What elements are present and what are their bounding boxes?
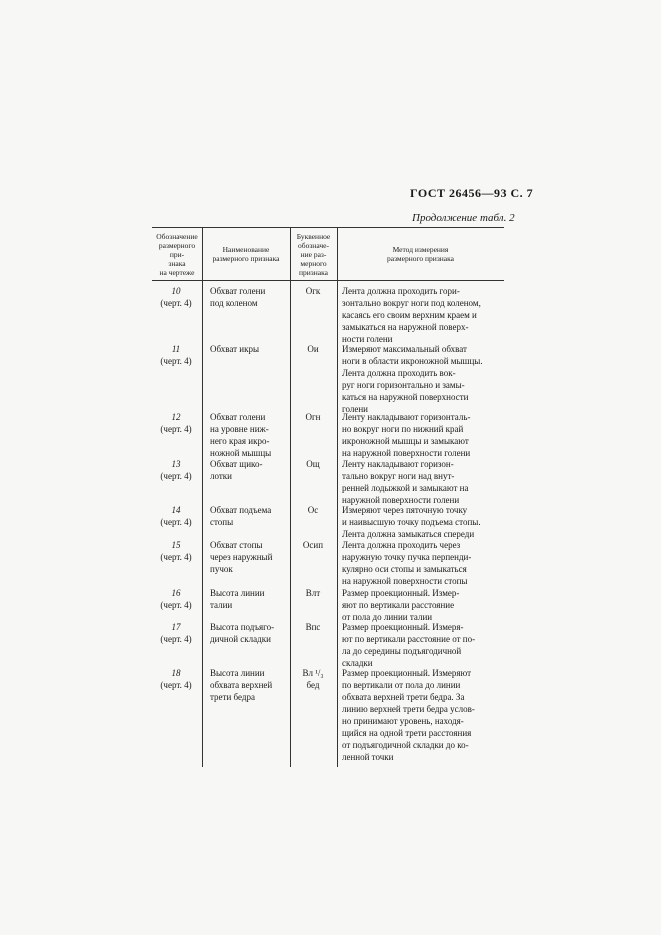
row-name: Обхват голени на уровне ниж- него края икро- ножной мышцы — [210, 412, 272, 458]
row-number: 16 — [171, 588, 181, 598]
row-method: Размер проекционный. Измер- яют по вертикали расстояние от пола до линии талии — [342, 588, 460, 622]
row-number: 15 — [171, 540, 181, 550]
row-drawing-ref: (черт. 4) — [160, 634, 192, 644]
row-code: Огк — [305, 286, 321, 296]
row-number: 12 — [171, 412, 181, 422]
row-drawing-ref: (черт. 4) — [160, 600, 192, 610]
row-name: Обхват стопы через наружный пучок — [210, 540, 273, 574]
row-name: Обхват подъема стопы — [210, 505, 272, 527]
row-code: Впс — [305, 622, 321, 632]
row-code: Влт — [305, 588, 321, 598]
table-header — [152, 227, 504, 281]
row-method: Размер проекционный. Измеряют по вертикали от пола до линии обхвата верхней трети бедра. За линию верхней трети бедра услов- но принимают уровень, находя- щийся на одной трети расстояния от подъягодичной складки до ко- ленной точки — [342, 668, 475, 762]
row-name: Обхват щико- лотки — [210, 459, 263, 481]
row-code: Ос — [307, 505, 319, 515]
standard-header: ГОСТ 26456—93 С. 7 — [410, 186, 534, 200]
row-drawing-ref: (черт. 4) — [160, 517, 192, 527]
row-drawing-ref: (черт. 4) — [160, 424, 192, 434]
column-header-name: Наименование размерного признака — [212, 245, 280, 263]
measurement-table — [152, 227, 504, 762]
row-drawing-ref: (черт. 4) — [160, 356, 192, 366]
table-vline-1 — [202, 227, 203, 767]
row-number: 10 — [171, 286, 181, 296]
row-name: Высота линии обхвата верхней трети бедра — [210, 668, 273, 702]
row-method: Лента должна проходить через наружную точку пучка перпенди- кулярно оси стопы и замыкаться на наружной поверхности стопы — [342, 540, 472, 586]
row-number: 11 — [171, 344, 181, 354]
row-code: Вл ¹/₃ бед — [302, 668, 324, 690]
row-method: Ленту накладывают горизон- тально вокруг ноги над внут- ренней лодыжкой и замыкают на наружной поверхности голени — [342, 459, 469, 505]
column-header-method: Метод измерения размерного признака — [387, 245, 454, 263]
row-method: Измеряют через пяточную точку и наивысшую точку подъема стопы. Лента должна замыкаться спереди — [342, 505, 481, 539]
row-name: Высота линии талии — [210, 588, 265, 610]
table-vline-3 — [337, 227, 338, 767]
row-code: Ои — [307, 344, 319, 354]
row-name: Обхват икры — [210, 344, 260, 354]
row-method: Ленту накладывают горизонталь- но вокруг ноги по нижний край икроножной мышцы и замыкают на наружной поверхности голени — [342, 412, 471, 458]
continuation-label: Продолжение табл. 2 — [412, 212, 515, 224]
row-number: 14 — [171, 505, 181, 515]
row-number: 17 — [171, 622, 181, 632]
row-method: Измеряют максимальный обхват ноги в области икроножной мышцы. Лента должна проходить вок- руг ноги горизонтально и замы- каться на наружной поверхности голени — [342, 344, 483, 414]
row-code: Ощ — [306, 459, 320, 469]
row-method: Размер проекционный. Измеря- ют по вертикали расстояние от по- ла до середины подъягодичной складки — [342, 622, 476, 668]
row-name: Обхват голени под коленом — [210, 286, 266, 308]
row-drawing-ref: (черт. 4) — [160, 298, 192, 308]
row-drawing-ref: (черт. 4) — [160, 471, 192, 481]
row-number: 13 — [171, 459, 181, 469]
row-number: 18 — [171, 668, 181, 678]
row-name: Высота подъяго- дичной складки — [210, 622, 275, 644]
row-code: Огн — [305, 412, 321, 422]
row-drawing-ref: (черт. 4) — [160, 552, 192, 562]
column-header-code: Буквенное обозначе- ние раз- мерного признака — [296, 231, 331, 277]
row-method: Лента должна проходить гори- зонтально вокруг ноги под коленом, касаясь его своим верхним краем и замыкаться на наружной поверх- ности голени — [342, 286, 481, 344]
column-header-symbol: Обозначение размерного при- знака на чертеже — [156, 231, 198, 277]
row-drawing-ref: (черт. 4) — [160, 680, 192, 690]
row-code: Осип — [302, 540, 324, 550]
